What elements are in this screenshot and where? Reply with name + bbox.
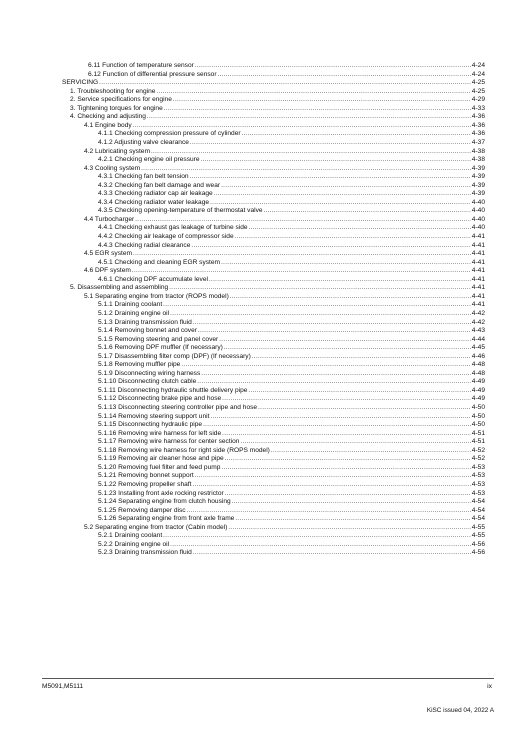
toc-entry-page: 4-42	[471, 318, 485, 326]
toc-entry-page: 4-55	[471, 532, 485, 540]
footer-page-number: ix	[487, 683, 492, 690]
toc-entry-title: 5.1.14 Removing steering support unit	[98, 412, 210, 420]
toc-entry-page: 4-54	[471, 515, 485, 523]
toc-entry-page: 4-41	[471, 301, 485, 309]
toc-entry-page: 4-56	[471, 540, 485, 548]
toc-entry-page: 4-39	[471, 190, 485, 198]
toc-leader-dots	[210, 413, 470, 421]
toc-leader-dots	[193, 319, 471, 327]
toc-entry[interactable]	[98, 233, 485, 241]
toc-entry-title: 5.1.7 Disassembling filter comp (DPF) (If necessary)	[98, 352, 251, 360]
toc-leader-dots	[235, 233, 471, 241]
toc-entry-page: 4-41	[471, 258, 485, 266]
toc-entry-title: 5.1.25 Removing damper disc	[98, 506, 186, 514]
toc-leader-dots	[133, 250, 471, 258]
toc-entry[interactable]	[98, 532, 485, 540]
toc-entry-title: 5.2.1 Draining coolant	[98, 532, 163, 540]
toc-entry[interactable]	[98, 199, 485, 207]
toc-entry-title: 5.1.13 Disconnecting steering controller pipe and hose	[98, 404, 258, 411]
toc-leader-dots	[271, 447, 471, 455]
toc-leader-dots	[228, 524, 470, 532]
toc-entry-title: 5.1.2 Draining engine oil	[98, 309, 170, 317]
toc-entry-page: 4-49	[471, 395, 485, 403]
toc-entry[interactable]	[98, 353, 485, 361]
toc-entry-page: 4-39	[471, 181, 485, 189]
toc-entry-title: 5.2.2 Draining engine oil	[98, 540, 170, 548]
toc-leader-dots	[214, 190, 471, 198]
toc-leader-dots	[191, 242, 470, 250]
toc-entry-page: 4-41	[471, 275, 485, 283]
toc-entry-page: 4-36	[471, 113, 485, 121]
toc-entry[interactable]	[98, 130, 485, 138]
toc-entry[interactable]	[98, 327, 485, 335]
toc-entry-title: 5.1.22 Removing propeller shaft	[98, 480, 192, 488]
toc-entry[interactable]	[62, 79, 485, 87]
toc-entry[interactable]	[84, 216, 485, 224]
toc-entry[interactable]	[98, 395, 485, 403]
toc-entry-page: 4-24	[471, 62, 485, 69]
toc-entry[interactable]	[98, 361, 485, 369]
toc-leader-dots	[151, 148, 471, 156]
toc-leader-dots	[190, 139, 471, 147]
toc-entry-page: 4-37	[471, 138, 485, 146]
toc-entry[interactable]	[98, 319, 485, 327]
toc-entry-title: 4.4.1 Checking exhaust gas leakage of turbine side	[98, 224, 248, 232]
toc-leader-dots	[222, 395, 471, 403]
toc-leader-dots	[132, 267, 471, 275]
toc-leader-dots	[248, 387, 470, 395]
toc-entry[interactable]	[98, 472, 485, 480]
toc-entry-page: 4-53	[471, 489, 485, 497]
toc-entry-page: 4-52	[471, 446, 485, 454]
toc-entry[interactable]	[98, 464, 485, 472]
toc-leader-dots	[198, 327, 471, 335]
toc-entry[interactable]	[98, 549, 485, 557]
toc-entry-title: 4.5 EGR system	[84, 250, 133, 258]
toc-leader-dots	[169, 284, 471, 292]
toc-entry-title: 4.3 Cooling system	[84, 164, 141, 172]
toc-entry[interactable]	[98, 301, 485, 309]
toc-entry-title: 5.1.17 Removing wire harness for center section	[98, 438, 240, 446]
toc-entry-title: 6.11 Function of temperature sensor	[88, 62, 194, 69]
toc-entry-page: 4-36	[471, 121, 485, 129]
toc-entry-page: 4-36	[471, 130, 485, 138]
toc-entry-title: 5.1 Separating engine from tractor (ROPS model)	[84, 292, 229, 300]
toc-entry[interactable]	[70, 88, 485, 96]
toc-leader-dots	[163, 532, 471, 540]
toc-entry-title: 5.1.18 Removing wire harness for right side (ROPS model)	[98, 446, 270, 454]
toc-entry[interactable]	[70, 105, 485, 113]
toc-entry-title: 4.1 Engine body	[84, 121, 132, 129]
toc-entry-title: 5.1.1 Draining coolant	[98, 301, 163, 309]
toc-entry-page: 4-41	[471, 241, 485, 249]
toc-entry[interactable]	[84, 250, 485, 258]
toc-leader-dots	[170, 310, 471, 318]
toc-leader-dots	[195, 472, 471, 480]
toc-leader-dots	[252, 353, 471, 361]
toc-entry-title: 5.1.9 Disconnecting wiring harness	[98, 369, 201, 377]
toc-entry-page: 4-48	[471, 369, 485, 377]
toc-entry-title: 5.1.26 Separating engine from front axle frame	[98, 515, 235, 523]
toc-leader-dots	[258, 404, 471, 412]
toc-entry-page: 4-38	[471, 147, 485, 155]
toc-entry-page: 4-54	[471, 506, 485, 514]
toc-entry-page: 4-53	[471, 472, 485, 480]
toc-entry[interactable]	[88, 71, 485, 79]
toc-entry-page: 4-39	[471, 164, 485, 172]
toc-leader-dots	[210, 199, 471, 207]
toc-entry-page: 4-41	[471, 250, 485, 258]
toc-entry[interactable]	[98, 455, 485, 463]
toc-entry-title: 4.6 DPF system	[84, 267, 131, 275]
toc-leader-dots	[197, 378, 471, 386]
toc-entry[interactable]	[98, 207, 485, 215]
toc-entry-page: 4-29	[471, 96, 485, 104]
toc-entry-title: 5.1.8 Removing muffler pipe	[98, 361, 181, 369]
toc-entry-page: 4-49	[471, 378, 485, 386]
toc-entry[interactable]	[98, 404, 485, 412]
toc-entry-title: 5.1.3 Draining transmission fluid	[98, 318, 192, 326]
toc-entry[interactable]	[70, 96, 485, 104]
toc-entry-title: 4. Checking and adjusting	[70, 113, 146, 121]
toc-entry-page: 4-25	[471, 79, 485, 87]
toc-entry-page: 4-53	[471, 463, 485, 471]
toc-leader-dots	[225, 490, 471, 498]
toc-entry-page: 4-44	[471, 335, 485, 343]
toc-leader-dots	[224, 344, 471, 352]
toc-entry[interactable]	[98, 541, 485, 549]
toc-entry-page: 4-33	[471, 104, 485, 112]
toc-entry-title: 4.3.4 Checking radiator water leakage	[98, 198, 210, 206]
toc-leader-dots	[193, 549, 471, 557]
toc-entry[interactable]	[84, 293, 485, 301]
toc-entry-title: 4.2.1 Checking engine oil pressure	[98, 156, 200, 164]
toc-entry[interactable]	[98, 387, 485, 395]
toc-entry-page: 4-51	[471, 429, 485, 437]
toc-entry-page: 4-52	[471, 455, 485, 463]
toc-entry[interactable]	[98, 173, 485, 181]
toc-entry-page: 4-53	[471, 480, 485, 488]
toc-entry[interactable]	[98, 310, 485, 318]
toc-entry-title: 4.4.3 Checking radial clearance	[98, 241, 191, 249]
toc-entry-page: 4-38	[471, 156, 485, 164]
toc-entry[interactable]	[98, 344, 485, 352]
toc-leader-dots	[221, 259, 471, 267]
toc-entry[interactable]	[98, 430, 485, 438]
toc-entry-page: 4-24	[471, 70, 485, 78]
toc-entry[interactable]	[98, 515, 485, 523]
toc-leader-dots	[218, 71, 471, 79]
toc-leader-dots	[240, 438, 470, 446]
toc-entry-page: 4-42	[471, 309, 485, 317]
toc-entry-page: 4-40	[471, 207, 485, 215]
toc-entry[interactable]	[98, 490, 485, 498]
toc-entry[interactable]	[98, 190, 485, 198]
toc-entry-title: 4.4 Turbocharger	[84, 215, 135, 223]
toc-entry-page: 4-40	[471, 215, 485, 223]
toc-entry[interactable]	[98, 507, 485, 515]
toc-entry-page: 4-54	[471, 498, 485, 506]
toc-entry-title: 4.3.2 Checking fan belt damage and wear	[98, 181, 221, 189]
toc-entry[interactable]	[98, 224, 485, 232]
toc-entry-page: 4-50	[471, 412, 485, 420]
toc-entry-title: 5.1.15 Disconnecting hydraulic pipe	[98, 421, 203, 429]
toc-entry-page: 4-56	[471, 549, 485, 557]
toc-entry-page: 4-51	[471, 438, 485, 446]
toc-leader-dots	[170, 541, 471, 549]
toc-leader-dots	[230, 293, 471, 301]
toc-leader-dots	[242, 130, 471, 138]
toc-entry-page: 4-43	[471, 327, 485, 335]
toc-entry-title: 5.1.21 Removing bonnet support	[98, 472, 194, 480]
toc-entry-title: 4.1.1 Checking compression pressure of cylinder	[98, 130, 241, 138]
toc-entry-title: 5.1.20 Removing fuel filter and feed pump	[98, 463, 221, 471]
toc-entry-page: 4-41	[471, 233, 485, 240]
toc-leader-dots	[235, 515, 470, 523]
toc-entry-title: 6.12 Function of differential pressure sensor	[88, 70, 217, 78]
toc-entry-title: 4.3.3 Checking radiator cap air leakage	[98, 190, 213, 198]
toc-entry-page: 4-41	[471, 284, 485, 292]
toc-entry[interactable]	[84, 148, 485, 156]
footer-issue-info: KiSC issued 04, 2022 A	[426, 707, 494, 714]
toc-leader-dots	[221, 464, 470, 472]
toc-entry-title: 4.4.2 Checking air leakage of compressor side	[98, 233, 234, 240]
toc-entry[interactable]	[98, 276, 485, 284]
toc-leader-dots	[190, 173, 471, 181]
toc-entry[interactable]	[98, 259, 485, 267]
toc-entry[interactable]	[88, 62, 485, 70]
toc-entry-page: 4-25	[471, 87, 485, 95]
toc-entry[interactable]	[98, 336, 485, 344]
footer-divider	[42, 678, 494, 679]
toc-leader-dots	[222, 430, 471, 438]
toc-entry[interactable]	[98, 156, 485, 164]
toc-entry-page: 4-40	[471, 224, 485, 232]
toc-entry[interactable]	[70, 284, 485, 292]
toc-entry-title: 3. Tightening torques for engine	[70, 104, 163, 112]
toc-entry-page: 4-39	[471, 173, 485, 181]
toc-entry-title: 4.1.2 Adjusting valve clearance	[98, 138, 189, 146]
toc-entry[interactable]	[84, 122, 485, 130]
toc-entry-title: 5.1.5 Removing steering and panel cover	[98, 335, 219, 343]
toc-entry-title: 1. Troubleshooting for engine	[70, 87, 156, 95]
toc-entry-title: 5.1.23 Installing front axle rocking restrictor	[98, 489, 224, 497]
toc-leader-dots	[201, 370, 471, 378]
toc-entry-title: 5.1.19 Removing air cleaner hose and pipe	[98, 455, 224, 463]
toc-leader-dots	[164, 105, 471, 113]
toc-leader-dots	[264, 207, 471, 215]
toc-entry-title: 4.5.1 Checking and cleaning EGR system	[98, 258, 221, 266]
toc-entry[interactable]	[98, 421, 485, 429]
toc-entry-page: 4-46	[471, 352, 485, 360]
toc-leader-dots	[209, 276, 471, 284]
toc-leader-dots	[219, 336, 471, 344]
toc-entry[interactable]	[98, 438, 485, 446]
toc-entry-page: 4-48	[471, 361, 485, 369]
toc-entry-title: SERVICING	[62, 79, 99, 87]
toc-entry[interactable]	[98, 498, 485, 506]
toc-leader-dots	[133, 122, 471, 130]
toc-entry-title: 5.1.11 Disconnecting hydraulic shuttle delivery pipe	[98, 386, 248, 394]
toc-leader-dots	[163, 301, 471, 309]
toc-leader-dots	[187, 507, 471, 515]
footer-model-number: M5091,M5111	[42, 683, 84, 690]
toc-entry[interactable]	[84, 524, 485, 532]
toc-entry-title: 4.6.1 Checking DPF accumulate level	[98, 275, 208, 283]
toc-entry-page: 4-41	[471, 292, 485, 300]
toc-entry-title: 5.2 Separating engine from tractor (Cabin model)	[84, 523, 228, 531]
toc-entry-title: 5.1.16 Removing wire harness for left side	[98, 429, 222, 437]
toc-entry[interactable]	[70, 113, 485, 121]
toc-leader-dots	[147, 113, 471, 121]
toc-entry[interactable]	[98, 481, 485, 489]
toc-entry-title: 4.3.1 Checking fan belt tension	[98, 173, 189, 181]
toc-entry-title: 5.1.10 Disconnecting clutch cable	[98, 378, 197, 386]
toc-entry-title: 2. Service specifications for engine	[70, 96, 172, 104]
toc-leader-dots	[203, 421, 471, 429]
toc-entry[interactable]	[84, 267, 485, 275]
toc-leader-dots	[201, 156, 471, 164]
toc-leader-dots	[225, 455, 471, 463]
toc-leader-dots	[221, 182, 471, 190]
toc-entry[interactable]	[98, 242, 485, 250]
toc-leader-dots	[192, 481, 470, 489]
toc-entry-title: 5.1.6 Removing DPF muffler (If necessary)	[98, 344, 223, 352]
toc-entry[interactable]	[98, 182, 485, 190]
toc-entry-page: 4-55	[471, 523, 485, 531]
toc-entry-title: 5.1.4 Removing bonnet and cover	[98, 327, 197, 335]
toc-entry-page: 4-41	[471, 267, 485, 275]
toc-entry-title: 5. Disassembling and assembling	[70, 284, 169, 292]
toc-leader-dots	[195, 62, 471, 70]
toc-leader-dots	[249, 224, 471, 232]
toc-entry[interactable]	[98, 139, 485, 147]
toc-entry-title: 4.2 Lubricating system	[84, 147, 150, 155]
toc-leader-dots	[181, 361, 470, 369]
toc-entry-title: 5.2.3 Draining transmission fluid	[98, 549, 192, 557]
toc-leader-dots	[156, 88, 470, 96]
toc-leader-dots	[135, 216, 471, 224]
toc-entry-page: 4-49	[471, 386, 485, 394]
toc-entry-page: 4-45	[471, 344, 485, 352]
toc-entry-title: 4.3.5 Checking opening-temperature of thermostat valve	[98, 207, 263, 215]
toc-leader-dots	[99, 79, 471, 87]
toc-entry-page: 4-50	[471, 421, 485, 429]
toc-entry[interactable]	[98, 378, 485, 386]
toc-entry-title: 5.1.24 Separating engine from clutch housing	[98, 498, 231, 506]
toc-entry[interactable]	[98, 370, 485, 378]
toc-leader-dots	[173, 96, 471, 104]
toc-entry[interactable]	[84, 165, 485, 173]
toc-entry-page: 4-50	[471, 404, 485, 411]
toc-leader-dots	[232, 498, 471, 506]
toc-entry-page: 4-40	[471, 198, 485, 206]
toc-entry[interactable]	[98, 447, 485, 455]
toc-entry-title: 5.1.12 Disconnecting brake pipe and hose	[98, 395, 222, 403]
toc-entry[interactable]	[98, 413, 485, 421]
toc-leader-dots	[141, 165, 471, 173]
